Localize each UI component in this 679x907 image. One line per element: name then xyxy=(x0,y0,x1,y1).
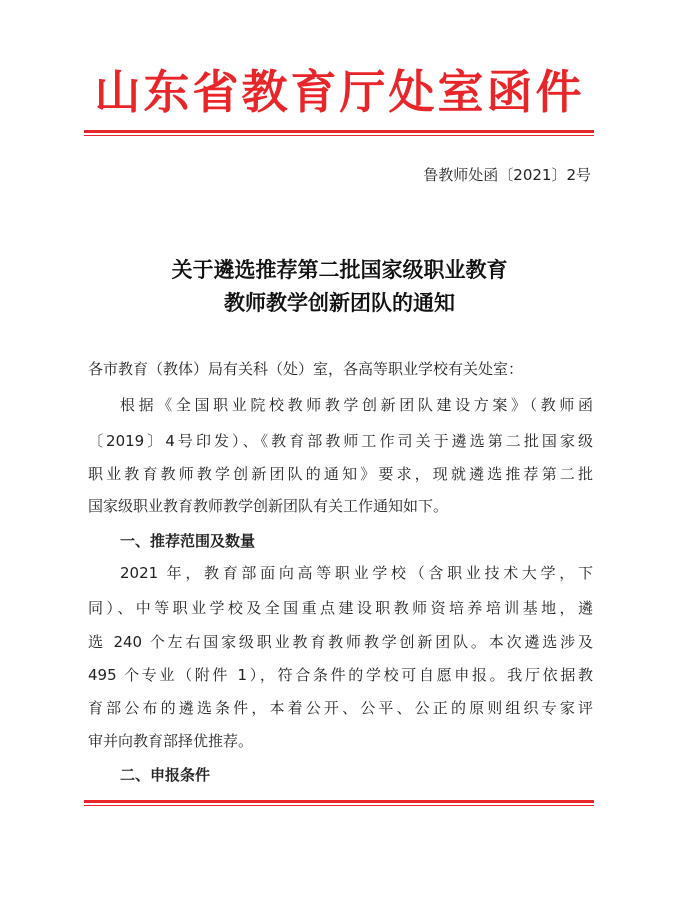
notice-title-line2: 教师教学创新团队的通知 xyxy=(224,291,455,315)
document-number: 鲁教师处函〔2021〕2号 xyxy=(423,166,591,184)
footer-rule-thin xyxy=(84,805,594,806)
notice-title-line1: 关于遴选推荐第二批国家级职业教育 xyxy=(171,258,508,282)
masthead-rule-thin xyxy=(84,135,594,136)
paragraph1-line: 国家级职业教育教师教学创新团队有关工作通知如下。 xyxy=(88,497,449,515)
paragraph1-line: 根据《全国职业院校教师教学创新团队建设方案》（教师函 xyxy=(120,396,593,414)
paragraph2-line: 育部公布的遴选条件，本着公开、公平、公正的原则组织专家评 xyxy=(88,699,593,717)
paragraph2-line: 2021 年，教育部面向高等职业学校（含职业技术大学，下 xyxy=(120,564,593,582)
paragraph2-line: 同）、中等职业学校及全国重点建设职教师资培养培训基地，遴 xyxy=(88,599,593,617)
masthead-title: 山东省教育厅处室函件 xyxy=(94,65,585,119)
paragraph2-line: 495 个专业（附件 1），符合条件的学校可自愿申报。我厅依据教 xyxy=(88,666,593,684)
masthead-rule-thick xyxy=(84,130,594,133)
paragraph1-line: 〔2019〕4号印发）、《教育部教师工作司关于遴选第二批国家级 xyxy=(88,432,593,450)
salutation: 各市教育（教体）局有关科（处）室，各高等职业学校有关处室： xyxy=(88,360,524,378)
section2-heading: 二、申报条件 xyxy=(120,766,211,784)
paragraph2-line: 审并向教育部择优推荐。 xyxy=(88,732,254,750)
paragraph2-line: 选 240 个左右国家级职业教育教师教学创新团队。本次遴选涉及 xyxy=(88,633,593,651)
paragraph1-line: 职业教育教师教学创新团队的通知》要求，现就遴选推荐第二批 xyxy=(88,465,593,483)
section1-heading: 一、推荐范围及数量 xyxy=(120,532,256,550)
footer-rule-thick xyxy=(84,800,594,803)
